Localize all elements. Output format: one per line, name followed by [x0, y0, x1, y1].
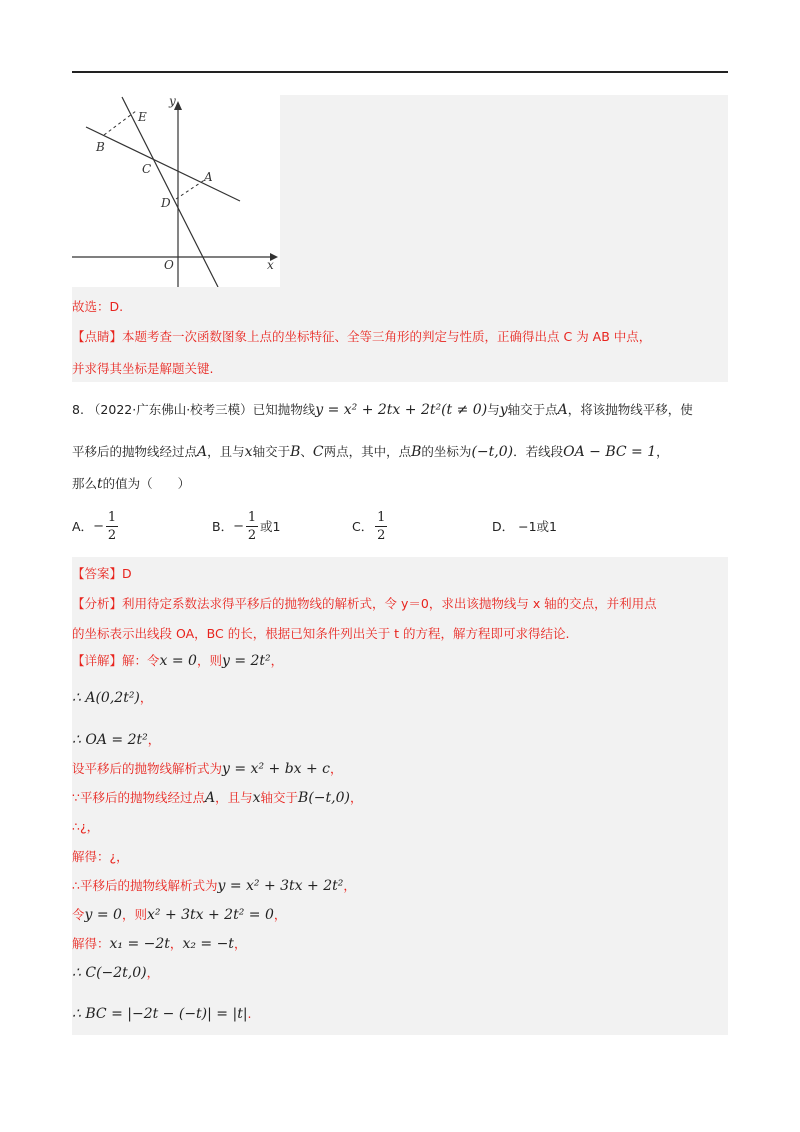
line-bca: [86, 127, 240, 201]
step-1: [72, 652, 283, 670]
q-var-y: y: [499, 402, 508, 418]
choice-d-text: −1或1: [518, 519, 558, 534]
prev-answer-line: 故选：D.: [72, 299, 124, 314]
step-1-a: 解：令: [122, 653, 160, 668]
choice-c-letter: C．: [352, 519, 374, 534]
q2-l: (−t,0): [471, 444, 514, 460]
q2-a: 平移后的抛物线经过点: [72, 444, 198, 459]
choice-c-fraction: [375, 510, 387, 543]
q2-c: ，且与: [207, 444, 245, 459]
step-9-e: ，: [273, 907, 287, 922]
step-3-eq: ∴ OA = 2t²: [72, 732, 148, 748]
step-1-b: x = 0: [159, 653, 197, 669]
label-b: B: [96, 140, 105, 154]
prev-comment-line-2: 并求得其坐标是解题关键.: [72, 361, 214, 376]
step-1-c: ，则: [196, 653, 222, 668]
step-2-eq: ∴ A(0,2t²): [72, 690, 140, 706]
choice-d[interactable]: [492, 507, 557, 545]
step-9-c: ，则: [121, 907, 147, 922]
choice-b-letter: B．: [212, 519, 234, 534]
step-9-b: y = 0: [84, 907, 122, 923]
step-12-end: .: [247, 1006, 252, 1021]
question-number: 8.: [72, 402, 84, 417]
q2-d: x: [244, 444, 253, 460]
detail-tag: 【详解】: [72, 653, 123, 668]
q2-n: OA − BC = 1: [563, 444, 657, 460]
step-7-b: ¿，: [109, 849, 129, 864]
choice-b[interactable]: [212, 507, 280, 545]
choices: [72, 507, 728, 545]
step-4-b: y = x² + bx + c: [222, 761, 331, 777]
dashed-da: [176, 179, 206, 199]
answer-value: D: [122, 566, 132, 581]
label-c: C: [142, 162, 152, 176]
choice-c-den: 2: [377, 527, 386, 543]
q2-i: 两点，其中，点: [323, 444, 412, 459]
step-8-c: ，: [343, 878, 356, 893]
label-d: D: [161, 196, 171, 210]
q-var-a: A: [557, 402, 568, 418]
choice-b-fraction: [246, 510, 258, 543]
step-10: [72, 935, 246, 953]
q-text-2: 与: [487, 402, 500, 417]
label-o: O: [164, 258, 174, 272]
coordinate-figure: [72, 95, 280, 287]
choice-a-sign: −: [93, 518, 104, 534]
choice-b-num: 1: [247, 509, 257, 525]
choice-d-letter: D．: [492, 519, 515, 534]
step-11-end: ，: [146, 965, 160, 980]
label-y: y: [169, 95, 176, 108]
q2-f: B: [290, 444, 301, 460]
choice-b-suffix: 或1: [259, 519, 281, 534]
step-9-a: 令: [72, 907, 85, 922]
q3-b: t: [97, 476, 103, 492]
choice-a-fraction: [106, 510, 118, 543]
label-x: x: [267, 258, 274, 272]
q-text-6: ，将该抛物线平移，使: [567, 402, 693, 417]
q2-m: ．若线段: [513, 444, 564, 459]
q2-h: C: [312, 444, 324, 460]
q-equation: y = x² + 2tx + 2t²(t ≠ 0): [315, 402, 488, 418]
step-8-a: ∴平移后的抛物线解析式为: [72, 878, 218, 893]
choice-b-sign: −: [233, 518, 244, 534]
choice-a-letter: A．: [72, 519, 94, 534]
question-source: （2022·广东佛山·校考三模）: [87, 402, 253, 417]
step-2: [72, 689, 152, 707]
step-12-eq: ∴ BC = |−2t − (−t)| = |t|: [72, 1006, 248, 1022]
step-5-f: B(−t,0): [298, 790, 350, 806]
step-5-d: x: [252, 790, 261, 806]
analysis-line-2: 的坐标表示出线段 OA，BC 的长，根据已知条件列出关于 t 的方程，解方程即可求得结论.: [72, 626, 570, 641]
step-9: [72, 906, 286, 924]
comment-tag: 【点睛】: [72, 329, 123, 344]
step-4-c: ，: [330, 761, 343, 776]
step-5: [72, 789, 362, 807]
choice-a-num: 1: [107, 509, 117, 525]
question-line-3: [72, 474, 190, 494]
step-6: ∴¿，: [72, 819, 100, 834]
step-8-b: y = x² + 3tx + 2t²: [217, 878, 344, 894]
step-5-g: ，: [349, 790, 363, 805]
analysis-line-1: [72, 595, 657, 613]
q-text-4: 轴交于点: [507, 402, 558, 417]
q2-g: 、: [300, 444, 313, 459]
step-3-end: ，: [147, 732, 161, 747]
step-3: [72, 731, 160, 749]
step-4-a: 设平移后的抛物线解析式为: [72, 761, 223, 776]
q2-o: ，: [656, 444, 669, 459]
choice-c[interactable]: [352, 507, 389, 545]
step-2-end: ，: [139, 690, 153, 705]
step-11-eq: ∴ C(−2t,0): [72, 965, 147, 981]
step-10-d: x₂ = −t: [182, 936, 234, 952]
step-10-e: ，: [233, 936, 247, 951]
answer-line: [72, 565, 132, 583]
answer-tag: 【答案】: [72, 566, 123, 581]
top-rule: [72, 71, 728, 73]
step-7: [72, 848, 129, 866]
q3-c: 的值为（ ）: [102, 476, 191, 491]
step-11: [72, 964, 159, 982]
q2-j: B: [411, 444, 422, 460]
step-5-b: A: [204, 790, 216, 806]
step-4: [72, 760, 343, 778]
step-9-d: x² + 3tx + 2t² = 0: [146, 907, 274, 923]
question-line-1: [72, 400, 693, 420]
step-5-c: ，且与: [215, 790, 253, 805]
step-1-e: ，: [270, 653, 284, 668]
q2-k: 的坐标为: [421, 444, 472, 459]
figure-svg: [72, 95, 280, 287]
step-8: [72, 877, 356, 895]
step-7-a: 解得：: [72, 849, 110, 864]
choice-a-den: 2: [107, 527, 117, 543]
analysis-tag: 【分析】: [72, 596, 123, 611]
q2-e: 轴交于: [252, 444, 291, 459]
choice-a[interactable]: [72, 507, 120, 545]
q-text-1: 已知抛物线: [252, 402, 316, 417]
q3-a: 那么: [72, 476, 98, 491]
step-10-a: 解得：: [72, 936, 110, 951]
step-1-d: y = 2t²: [221, 653, 271, 669]
step-10-c: ，: [169, 936, 183, 951]
step-10-b: x₁ = −2t: [109, 936, 170, 952]
q2-b: A: [197, 444, 208, 460]
label-e: E: [138, 110, 147, 124]
step-5-e: 轴交于: [260, 790, 299, 805]
choice-b-den: 2: [247, 527, 257, 543]
comment-text-1: 本题考查一次函数图象上点的坐标特征、全等三角形的判定与性质，正确得出点 C 为 AB 中点，: [122, 329, 652, 344]
choice-c-num: 1: [377, 509, 386, 525]
prev-comment-line-1: [72, 328, 651, 346]
analysis-text-1: 利用待定系数法求得平移后的抛物线的解析式，令 y＝0，求出该抛物线与 x 轴的交点，并利用点: [122, 596, 657, 611]
label-a: A: [204, 170, 213, 184]
step-12: [72, 1005, 252, 1023]
step-5-a: ∵平移后的抛物线经过点: [72, 790, 205, 805]
question-line-2: [72, 442, 669, 462]
